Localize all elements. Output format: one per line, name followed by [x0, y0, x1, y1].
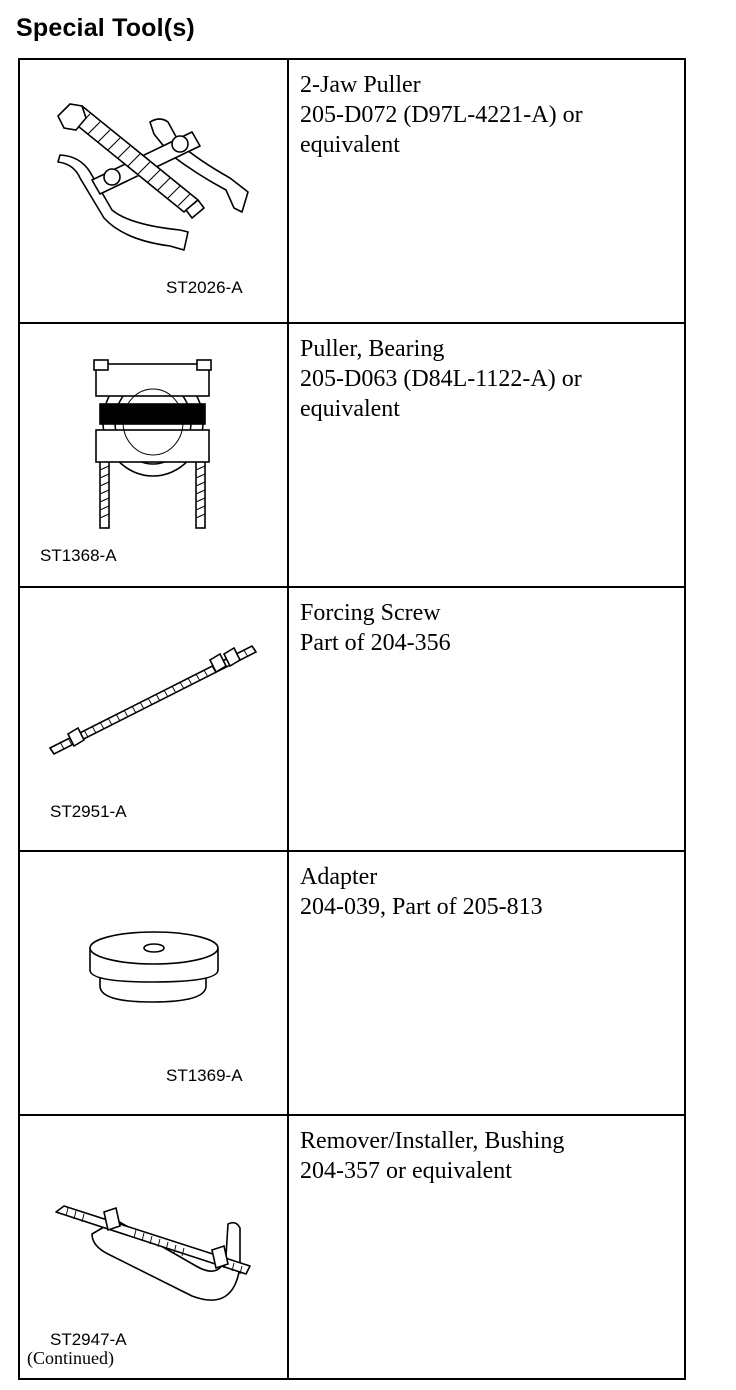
- illustration-code: ST1369-A: [166, 1066, 243, 1085]
- tool-name: 2-Jaw Puller: [300, 72, 421, 98]
- tool-illustration-cell: [19, 323, 288, 587]
- table-row: [19, 1115, 685, 1379]
- tool-part-number: 205-D063 (D84L-1122-A) or: [300, 366, 582, 392]
- illustration-code: ST2947-A: [50, 1330, 127, 1349]
- adapter-illustration: [20, 852, 287, 1104]
- tool-part-number: 204-357 or equivalent: [300, 1158, 512, 1184]
- table-row: [19, 587, 685, 851]
- table-row: [19, 59, 685, 323]
- tool-description-cell: [288, 323, 685, 587]
- table-row: [19, 323, 685, 587]
- tool-illustration-cell: [19, 1115, 288, 1379]
- tool-name: Puller, Bearing: [300, 336, 445, 362]
- tool-part-number: 205-D072 (D97L-4221-A) or: [300, 102, 583, 128]
- tool-name: Forcing Screw: [300, 600, 441, 626]
- tool-name: Adapter: [300, 864, 378, 890]
- tool-note: equivalent: [300, 396, 400, 422]
- tool-part-number: 204-039, Part of 205-813: [300, 894, 543, 920]
- tool-description-cell: [288, 59, 685, 323]
- illustration-code: ST2951-A: [50, 802, 127, 821]
- illustration-code: ST1368-A: [40, 546, 117, 565]
- special-tools-table: [18, 58, 686, 1380]
- tool-description-cell: [288, 1115, 685, 1379]
- tool-note: equivalent: [300, 132, 400, 158]
- tool-name: Remover/Installer, Bushing: [300, 1128, 565, 1154]
- tool-description-cell: [288, 587, 685, 851]
- tool-part-number: Part of 204-356: [300, 630, 451, 656]
- bearing-puller-illustration: [20, 324, 287, 576]
- tool-illustration-cell: [19, 59, 288, 323]
- illustration-code: ST2026-A: [166, 278, 243, 297]
- table-row: [19, 851, 685, 1115]
- tool-description-cell: [288, 851, 685, 1115]
- continued-note: (Continued): [27, 1348, 114, 1368]
- two-jaw-puller-illustration: [20, 60, 287, 312]
- section-heading: Special Tool(s): [16, 14, 195, 42]
- tool-illustration-cell: [19, 851, 288, 1115]
- tool-illustration-cell: [19, 587, 288, 851]
